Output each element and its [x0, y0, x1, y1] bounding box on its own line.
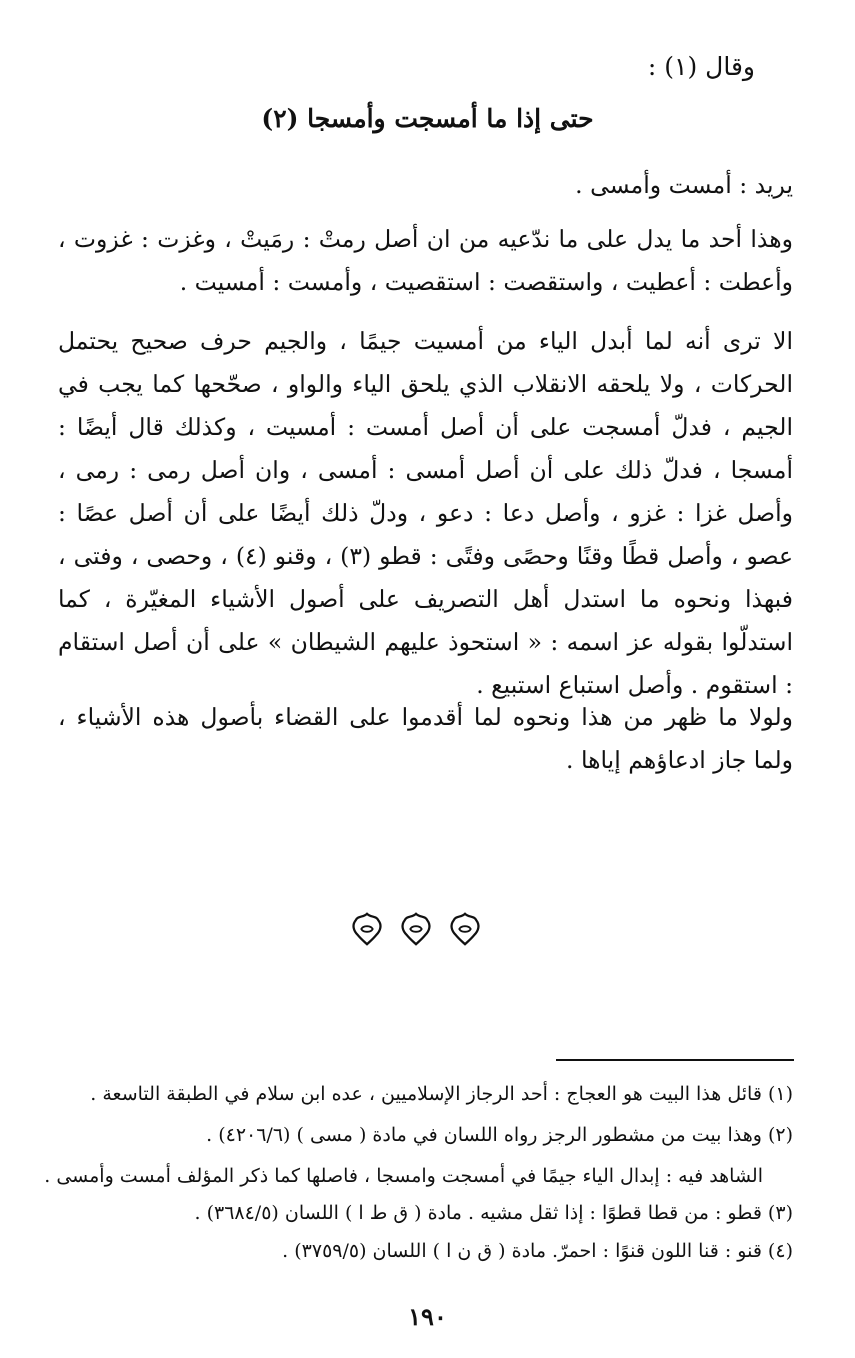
paragraph-text: الا ترى أنه لما أبدل الياء من أمسيت جيمًا ، والجيم حرف صحيح يحتمل الحركات ، ولا يلحقه الانقلاب الذي يلحق الياء والواو ، صحّحها كما يجب في الجيم ، فدلّ أمسجت على أن أصل أمست : أمسيت ، وكذلك قال أيضًا : أمسجا ، فدلّ ذلك على أن أصل أمسى : أمسى ، وان أصل رمى : رمى ، وأصل غزا : غزو ، وأصل دعا : دعو ، ودلّ ذلك أيضًا على أن أصل عصًا : عصو ، وأصل قطًا وقنًا وحصًى وفتًى : قطو (٣) ، وقنو (٤) ، وحصى ، وفتى ، فبهذا ونحوه ما استدل أهل التصريف على أصول الأشياء المغيّرة ، كما استدلّوا بقوله عز اسمه : « استحوذ عليهم الشيطان » على أن أصل استقام : استقوم . وأصل استباع استبيع . — [58, 327, 794, 699]
intro-line: وقال (١) : — [647, 52, 755, 81]
paragraph-3 — [58, 320, 793, 707]
paragraph-2 — [58, 218, 793, 304]
footnote-3: (٣) قطو : من قطا قطوًا : إذا ثقل مشيه . مادة ( ق ط ا ) اللسان (٣٦٨٤/٥) . — [194, 1202, 793, 1224]
section-ornament — [348, 910, 484, 950]
flower-icon — [397, 910, 435, 948]
paragraph-1 — [58, 164, 793, 207]
flower-icon — [446, 910, 484, 948]
footnote-2: (٢) وهذا بيت من مشطور الرجز رواه اللسان في مادة ( مسى ) (٤٢٠٦/٦) . — [206, 1124, 793, 1146]
footnote-4: (٤) قنو : قنا اللون قنوًا : احمرّ. مادة ( ق ن ا ) اللسان (٣٧٥٩/٥) . — [282, 1240, 793, 1262]
footnote-divider — [556, 1059, 794, 1061]
verse-line: حتى إذا ما أمسجت وأمسجا (٢) — [261, 104, 594, 133]
footnote-1: (١) قائل هذا البيت هو العجاج : أحد الرجاز الإسلاميين ، عده ابن سلام في الطبقة التاسعة . — [90, 1083, 793, 1105]
paragraph-text: وهذا أحد ما يدل على ما ندّعيه من ان أصل رمتْ : رمَيتْ ، وغزت : غزوت ، وأعطت : أعطيت ، واستقصت : استقصيت ، وأمست : أمسيت . — [58, 225, 793, 296]
paragraph-4 — [58, 696, 793, 782]
paragraph-text: ولولا ما ظهر من هذا ونحوه لما أقدموا على القضاء بأصول هذه الأشياء ، ولما جاز ادعاؤهم إياها . — [58, 703, 793, 774]
page-number: ١٩٠ — [408, 1302, 447, 1331]
paragraph-text: يريد : أمست وأمسى . — [575, 171, 793, 199]
flower-icon — [348, 910, 386, 948]
footnote-2-continued: الشاهد فيه : إبدال الياء جيمًا في أمسجت وامسجا ، فاصلها كما ذكر المؤلف أمست وأمسى . — [44, 1165, 763, 1187]
